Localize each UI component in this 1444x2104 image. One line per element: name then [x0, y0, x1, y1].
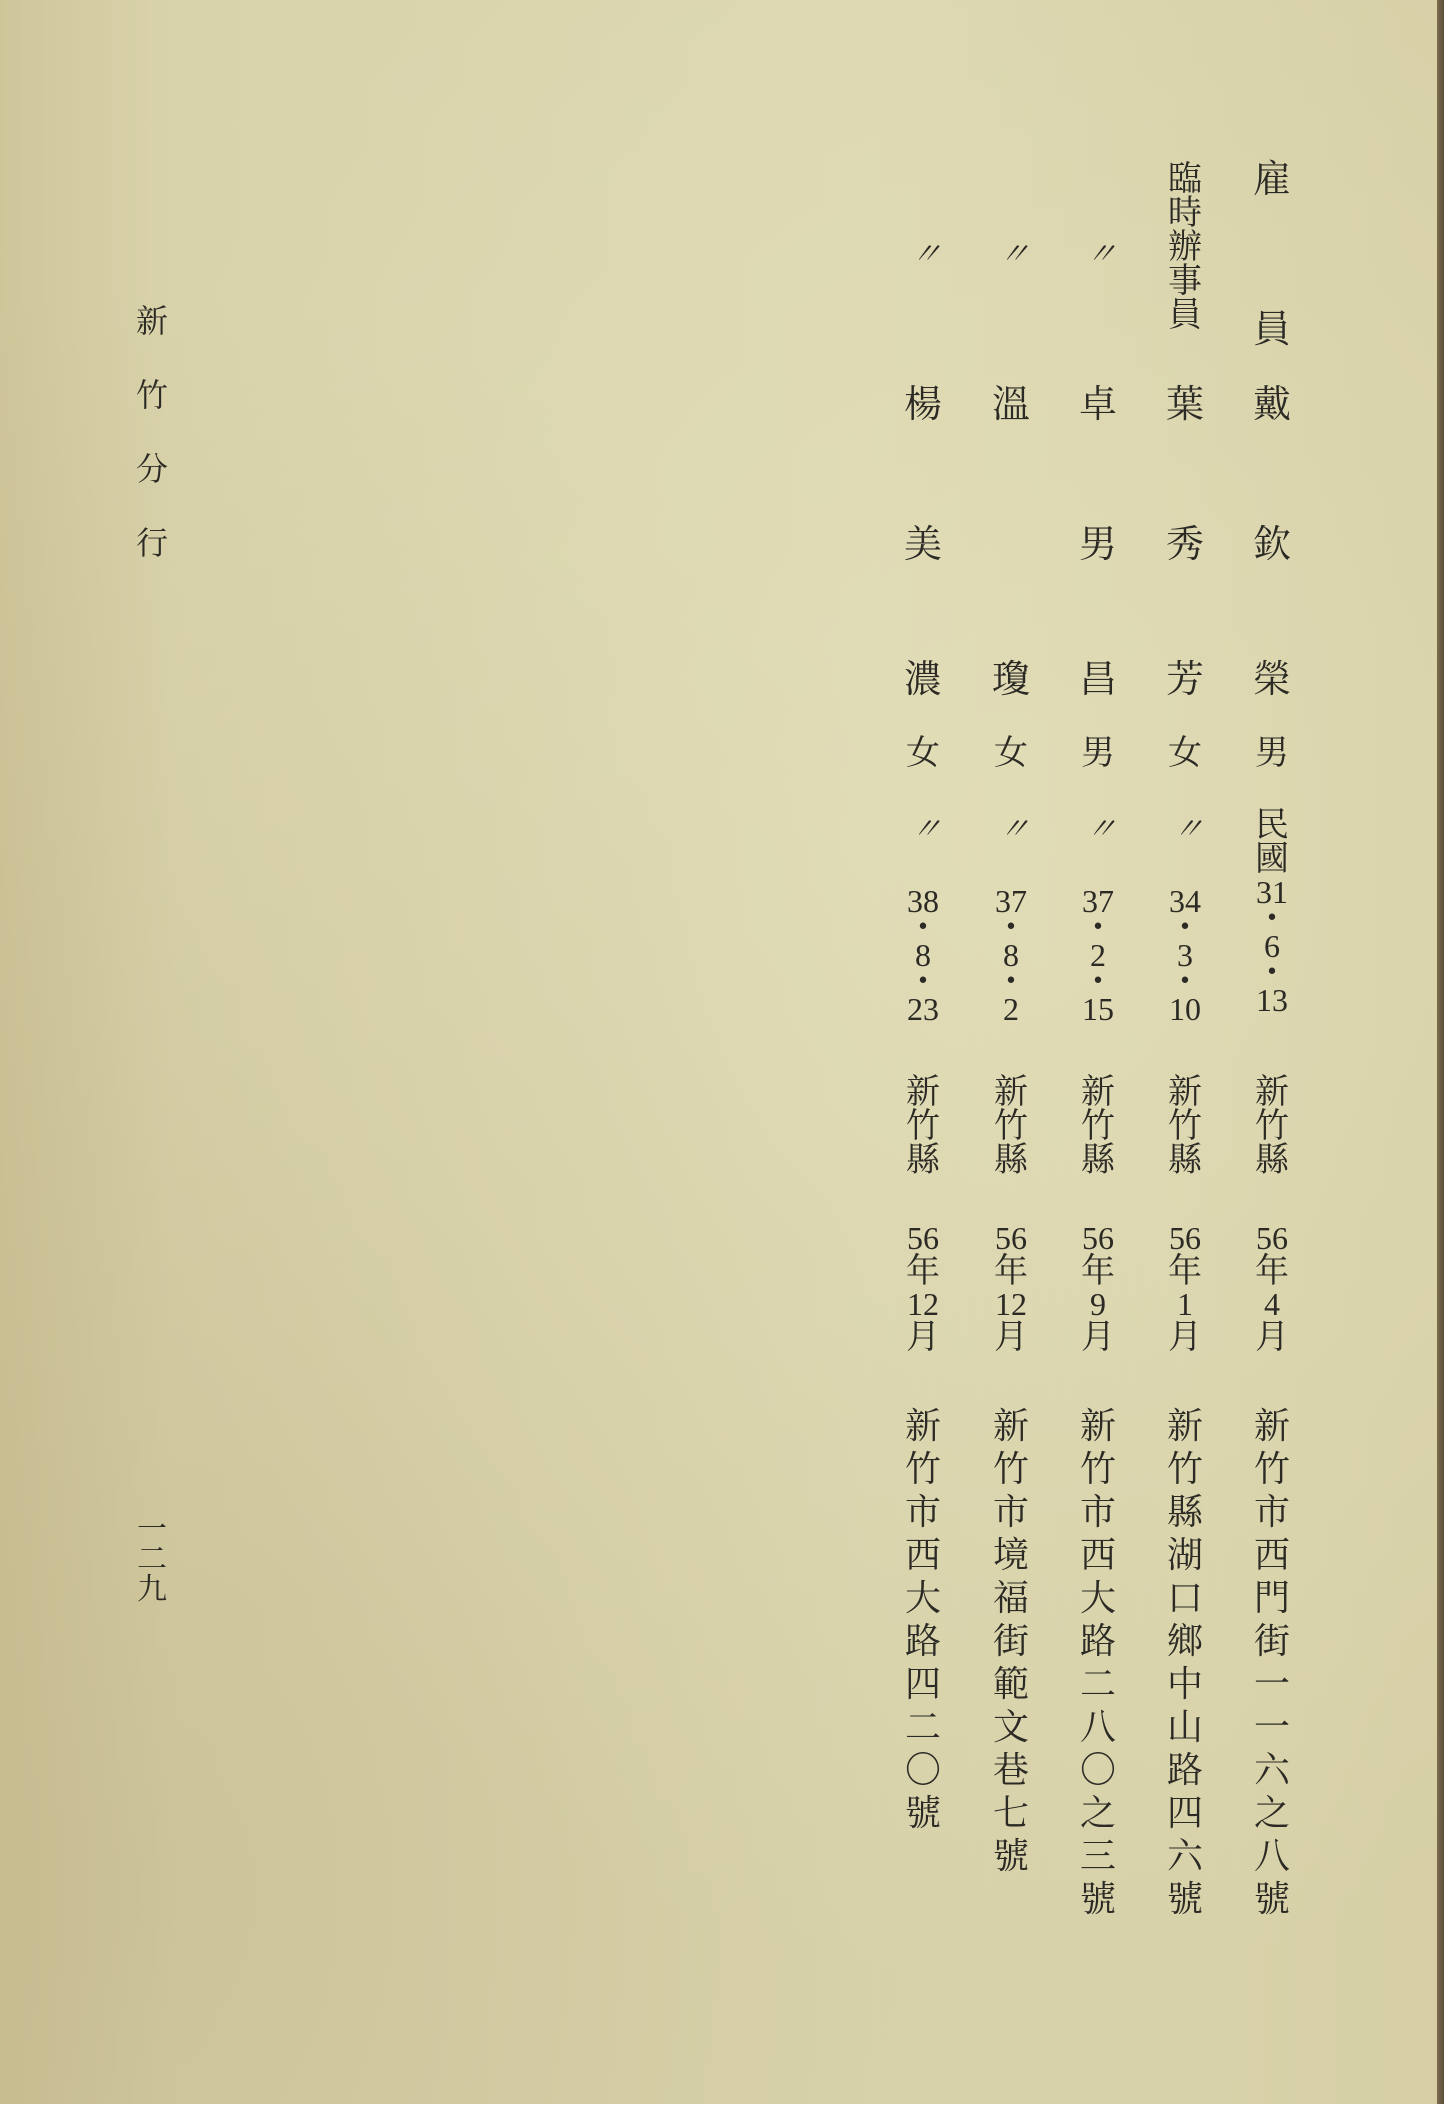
- origin-char: 竹: [906, 1106, 940, 1146]
- surname-cell: [1242, 382, 1302, 426]
- employment-start-cell: [1068, 1220, 1128, 1357]
- separator-dot: •: [1265, 906, 1279, 931]
- birth-day: 2: [1003, 991, 1019, 1027]
- origin-char: 竹: [1255, 1106, 1289, 1146]
- separator-dot: •: [1091, 915, 1105, 940]
- margin-title-char: 新: [135, 302, 168, 340]
- ditto-mark: 〃: [908, 237, 939, 272]
- ditto-mark: 〃: [1083, 237, 1114, 272]
- birth-date-cell: [1155, 812, 1215, 1027]
- origin-char: 新: [994, 1072, 1028, 1112]
- gender-cell: [981, 733, 1041, 773]
- surname: 卓: [1078, 382, 1117, 426]
- employment-start-cell: [1242, 1220, 1302, 1357]
- address-cell: 新竹市境福街範文巷七號: [992, 1406, 1029, 1877]
- origin-char: 竹: [1081, 1106, 1115, 1146]
- separator-dot: •: [916, 969, 930, 994]
- origin-char: 縣: [1168, 1140, 1202, 1180]
- address-cell: 新竹市西大路四二〇號: [904, 1406, 941, 1834]
- given-char: 男: [1078, 522, 1117, 566]
- year-unit: 年: [994, 1251, 1028, 1291]
- origin-char: 新: [906, 1072, 940, 1112]
- separator-dot: •: [1004, 969, 1018, 994]
- birth-day: 23: [907, 991, 939, 1027]
- title-char: 辦: [1168, 227, 1202, 267]
- gender-cell: [1242, 733, 1302, 773]
- birth-day: 15: [1082, 991, 1114, 1027]
- title-char: 員: [1168, 295, 1202, 335]
- birth-date-cell: [893, 812, 953, 1027]
- origin-cell: [1155, 1072, 1215, 1180]
- birth-date-cell: [1242, 805, 1302, 1018]
- gender: 女: [906, 733, 940, 773]
- gender-cell: [1068, 733, 1128, 773]
- origin-char: 縣: [1081, 1140, 1115, 1180]
- separator-dot: •: [1178, 915, 1192, 940]
- surname-cell: [1155, 382, 1215, 426]
- origin-cell: [893, 1072, 953, 1180]
- gender: 男: [1255, 733, 1289, 773]
- gender: 女: [1168, 733, 1202, 773]
- separator-dot: •: [1178, 969, 1192, 994]
- gender: 男: [1081, 733, 1115, 773]
- start-year: 56: [907, 1220, 939, 1256]
- given-char: 芳: [1165, 657, 1204, 701]
- birth-day: 13: [1256, 982, 1288, 1018]
- month-unit: 月: [1168, 1317, 1202, 1357]
- year-unit: 年: [1255, 1251, 1289, 1291]
- employment-start-cell: [893, 1220, 953, 1357]
- birth-year: 37: [1082, 883, 1114, 919]
- birth-year: 37: [995, 883, 1027, 919]
- start-month: 12: [995, 1286, 1027, 1322]
- start-month: 4: [1264, 1286, 1280, 1322]
- page-number: [122, 1512, 182, 1607]
- year-unit: 年: [1081, 1251, 1115, 1291]
- title-char: 員: [1252, 307, 1291, 351]
- surname: 楊: [903, 382, 942, 426]
- page-number-char: 一: [137, 1512, 167, 1547]
- surname-cell: [893, 382, 953, 426]
- employment-start-cell: [981, 1220, 1041, 1357]
- given-char: 濃: [903, 657, 942, 701]
- start-year: 56: [1169, 1220, 1201, 1256]
- separator-dot: •: [1265, 960, 1279, 985]
- origin-char: 新: [1081, 1072, 1115, 1112]
- ditto-mark: 〃: [996, 812, 1027, 847]
- title-cell: [1242, 157, 1302, 351]
- given-char: 美: [903, 522, 942, 566]
- birth-month: 6: [1264, 928, 1280, 964]
- given-char: 瓊: [991, 657, 1030, 701]
- surname: 葉: [1165, 382, 1204, 426]
- separator-dot: •: [1004, 915, 1018, 940]
- separator-dot: •: [1091, 969, 1105, 994]
- margin-branch-title: [122, 302, 182, 601]
- start-month: 1: [1177, 1286, 1193, 1322]
- title-char: 雇: [1252, 157, 1291, 201]
- given-name-2: [893, 657, 953, 701]
- title-cell: [1155, 159, 1215, 335]
- birth-date-cell: [1068, 812, 1128, 1027]
- given-char: 榮: [1252, 657, 1291, 701]
- given-name-2: [1242, 657, 1302, 701]
- era-char: 國: [1255, 839, 1289, 879]
- start-year: 56: [995, 1220, 1027, 1256]
- origin-cell: [981, 1072, 1041, 1180]
- birth-month: 8: [915, 937, 931, 973]
- origin-char: 縣: [1255, 1140, 1289, 1180]
- origin-char: 縣: [906, 1140, 940, 1180]
- gender-cell: [1155, 733, 1215, 773]
- title-char: 時: [1168, 193, 1202, 233]
- given-name-1: [1068, 522, 1128, 566]
- origin-char: 新: [1255, 1072, 1289, 1112]
- given-name-1: [893, 522, 953, 566]
- given-char: 欽: [1252, 522, 1291, 566]
- birth-month: 3: [1177, 937, 1193, 973]
- birth-year: 34: [1169, 883, 1201, 919]
- given-char: 秀: [1165, 522, 1204, 566]
- origin-char: 竹: [1168, 1106, 1202, 1146]
- gender: 女: [994, 733, 1028, 773]
- gender-cell: [893, 733, 953, 773]
- given-char: 昌: [1078, 657, 1117, 701]
- ditto-mark: 〃: [1170, 812, 1201, 847]
- start-month: 9: [1090, 1286, 1106, 1322]
- birth-month: 8: [1003, 937, 1019, 973]
- margin-title-char: 分: [135, 450, 168, 488]
- era-char: 民: [1255, 805, 1289, 845]
- start-year: 56: [1082, 1220, 1114, 1256]
- month-unit: 月: [1255, 1317, 1289, 1357]
- month-unit: 月: [1081, 1317, 1115, 1357]
- title-cell: [981, 237, 1041, 272]
- birth-month: 2: [1090, 937, 1106, 973]
- birth-year: 38: [907, 883, 939, 919]
- start-year: 56: [1256, 1220, 1288, 1256]
- origin-cell: [1242, 1072, 1302, 1180]
- given-name-2: [1068, 657, 1128, 701]
- surname: 戴: [1252, 382, 1291, 426]
- origin-char: 竹: [994, 1106, 1028, 1146]
- ditto-mark: 〃: [1083, 812, 1114, 847]
- surname: 溫: [991, 382, 1030, 426]
- surname-cell: [981, 382, 1041, 426]
- month-unit: 月: [906, 1317, 940, 1357]
- given-name-1: [1155, 522, 1215, 566]
- margin-title-char: 行: [135, 524, 168, 562]
- origin-char: 縣: [994, 1140, 1028, 1180]
- separator-dot: •: [916, 915, 930, 940]
- birth-date-cell: [981, 812, 1041, 1027]
- origin-char: 新: [1168, 1072, 1202, 1112]
- given-name-2: [1155, 657, 1215, 701]
- margin-title-char: 竹: [135, 376, 168, 414]
- surname-cell: [1068, 382, 1128, 426]
- title-cell: [1068, 237, 1128, 272]
- given-name-1: [1242, 522, 1302, 566]
- page-number-char: 九: [137, 1572, 167, 1607]
- address-cell: 新竹縣湖口鄉中山路四六號: [1166, 1406, 1203, 1920]
- year-unit: 年: [906, 1251, 940, 1291]
- ditto-mark: 〃: [908, 812, 939, 847]
- ditto-mark: 〃: [996, 237, 1027, 272]
- address-cell: 新竹市西大路二八〇之三號: [1079, 1406, 1116, 1920]
- page-number-char: 二: [137, 1542, 167, 1577]
- birth-year: 31: [1256, 874, 1288, 910]
- start-month: 12: [907, 1286, 939, 1322]
- birth-day: 10: [1169, 991, 1201, 1027]
- year-unit: 年: [1168, 1251, 1202, 1291]
- month-unit: 月: [994, 1317, 1028, 1357]
- title-char: 事: [1168, 261, 1202, 301]
- title-char: 臨: [1168, 159, 1202, 199]
- employment-start-cell: [1155, 1220, 1215, 1357]
- title-cell: [893, 237, 953, 272]
- book-spine-edge: [1437, 0, 1444, 2104]
- given-name-2: [981, 657, 1041, 701]
- origin-cell: [1068, 1072, 1128, 1180]
- address-cell: 新竹市西門街一一六之八號: [1253, 1406, 1290, 1920]
